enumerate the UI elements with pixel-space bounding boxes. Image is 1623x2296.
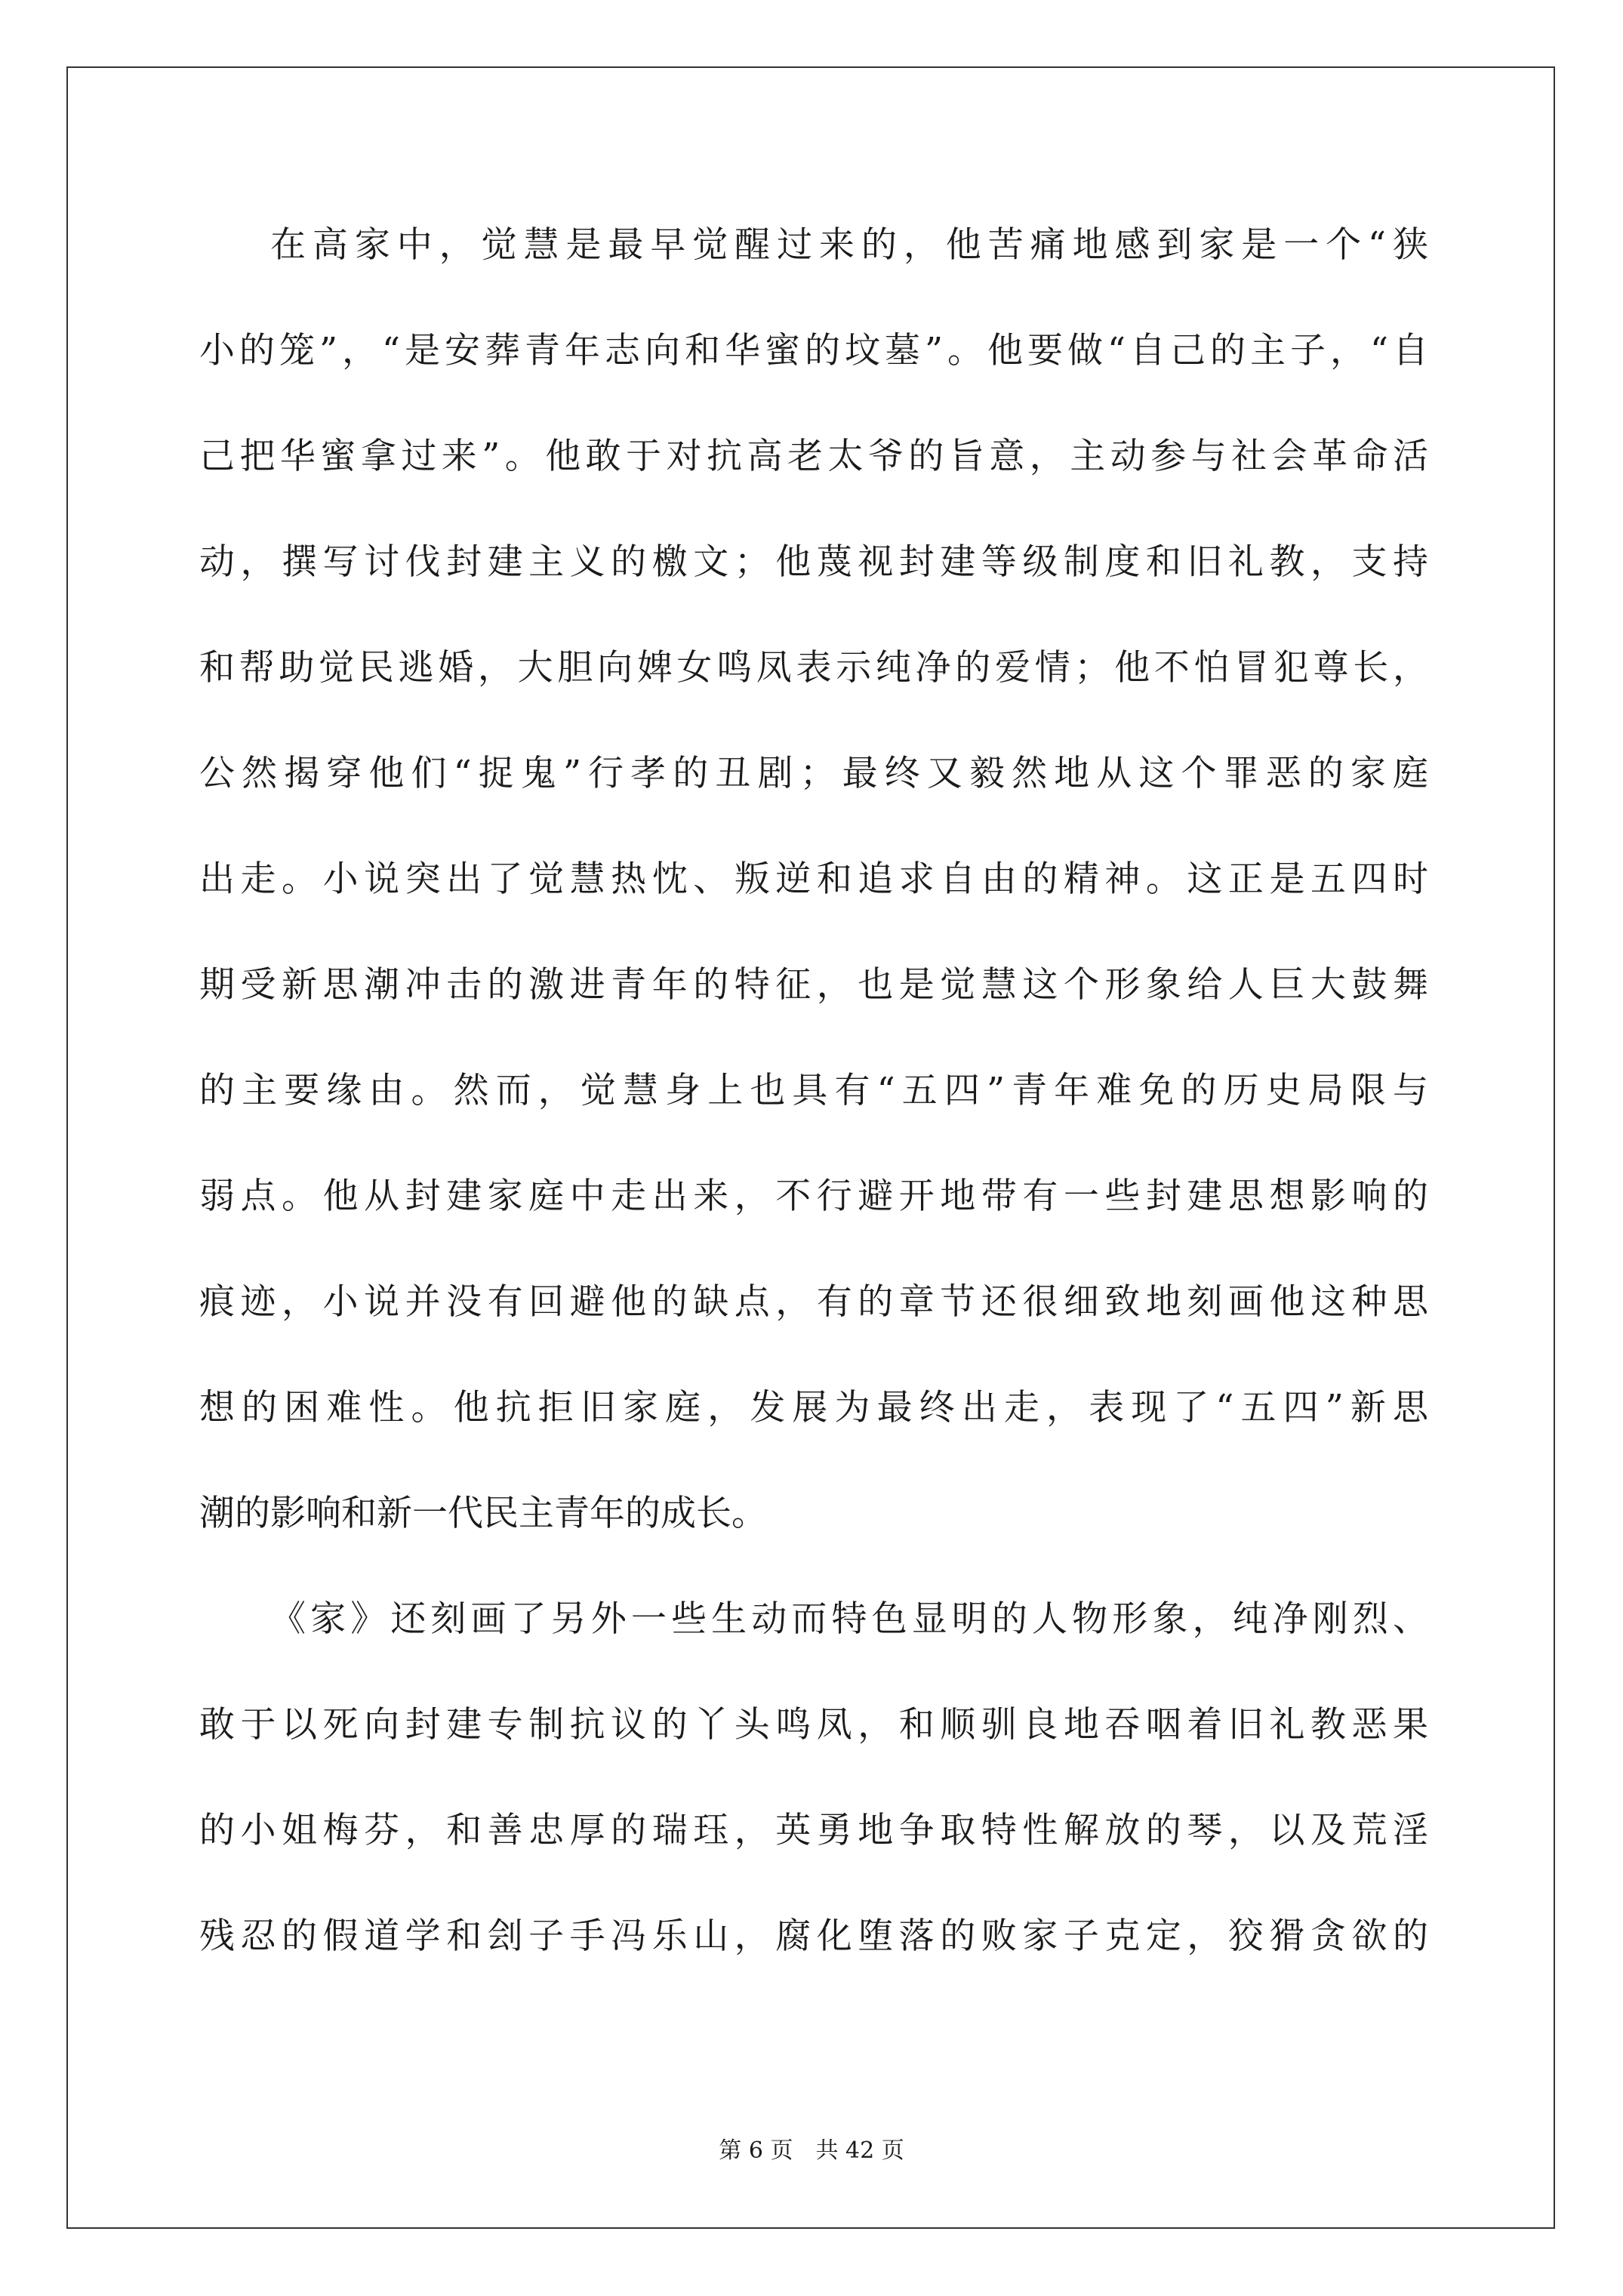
- text-line: 在高家中，觉慧是最早觉醒过来的，他苦痛地感到家是一个“狭: [270, 224, 1428, 266]
- text-line: 小的笼”，“是安葬青年志向和华蜜的坟墓”。他要做“自己的主子，“自: [199, 330, 1428, 371]
- text-line: 潮的影响和新一代民主青年的成长。: [199, 1493, 767, 1534]
- text-line: 的主要缘由。然而，觉慧身上也具有“五四”青年难免的历史局限与: [199, 1070, 1428, 1111]
- text-line: 想的困难性。他抗拒旧家庭，发展为最终出走，表现了“五四”新思: [199, 1387, 1428, 1428]
- text-line: 弱点。他从封建家庭中走出来，不行避开地带有一些封建思想影响的: [199, 1176, 1428, 1217]
- text-line: 的小姐梅芬，和善忠厚的瑞珏，英勇地争取特性解放的琴，以及荒淫: [199, 1810, 1428, 1851]
- page-total: 共 42 页: [815, 2137, 904, 2164]
- text-line: 动，撰写讨伐封建主义的檄文；他蔑视封建等级制度和旧礼教，支持: [199, 541, 1428, 583]
- text-line: 痕迹，小说并没有回避他的缺点，有的章节还很细致地刻画他这种思: [199, 1281, 1428, 1323]
- text-line: 《家》还刻画了另外一些生动而特色显明的人物形象，纯净刚烈、: [270, 1598, 1428, 1640]
- document-body: [199, 219, 1428, 2016]
- page-number: 第 6 页: [719, 2137, 793, 2164]
- text-line: 和帮助觉民逃婚，大胆向婢女鸣凤表示纯净的爱情；他不怕冒犯尊长，: [199, 647, 1428, 689]
- text-line: 敢于以死向封建专制抗议的丫头鸣凤，和顺驯良地吞咽着旧礼教恶果: [199, 1704, 1428, 1746]
- text-line: 己把华蜜拿过来”。他敢于对抗高老太爷的旨意，主动参与社会革命活: [199, 436, 1428, 477]
- text-line: 期受新思潮冲击的激进青年的特征，也是觉慧这个形象给人巨大鼓舞: [199, 964, 1428, 1006]
- text-line: 公然揭穿他们“捉鬼”行孝的丑剧；最终又毅然地从这个罪恶的家庭: [199, 753, 1428, 794]
- page-footer: [0, 2137, 1623, 2165]
- text-line: 出走。小说突出了觉慧热忱、叛逆和追求自由的精神。这正是五四时: [199, 858, 1428, 900]
- text-line: 残忍的假道学和刽子手冯乐山，腐化堕落的败家子克定，狡猾贪欲的: [199, 1915, 1428, 1957]
